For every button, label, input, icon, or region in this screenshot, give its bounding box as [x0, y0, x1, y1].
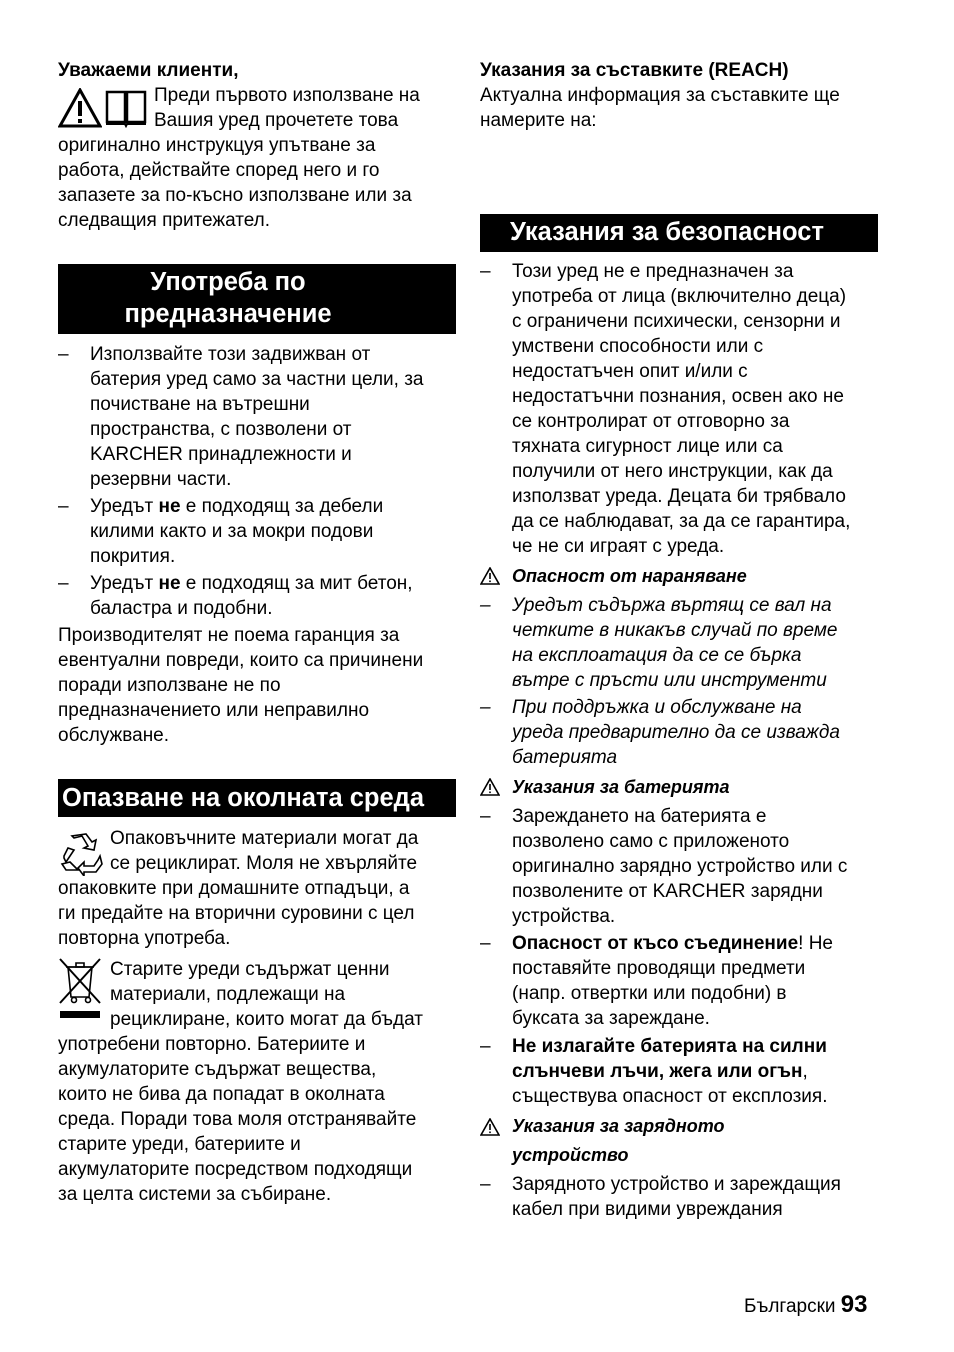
weee-line: за целта системи за събиране. [58, 1184, 332, 1205]
section-heading-text: Указания за безопасност [510, 218, 824, 246]
list-line: Използвайте този задвижван от [90, 344, 371, 365]
weee-line: Старите уреди съдържат ценни [110, 959, 390, 980]
warning-heading [480, 775, 878, 800]
list-line: покрития. [90, 546, 176, 567]
weee-line: акумулаторите съдържат вещества, [58, 1059, 377, 1080]
warning-heading [480, 564, 878, 589]
greeting-text: Уважаеми клиенти, [58, 60, 239, 81]
list-line: недостатъчни познания, освен ако не [512, 386, 844, 407]
list-line: съществува опасност от експлозия. [512, 1086, 828, 1107]
list-line: резервни части. [90, 469, 232, 490]
list-line: Опасност от късо съединение! Не [512, 933, 834, 954]
page-number: 93 [840, 1291, 868, 1318]
weee-line: употребени повторно. Батериите и [58, 1034, 366, 1055]
list-line: батерията [512, 747, 618, 768]
list-line: четките в никакъв случай по време [512, 620, 838, 641]
list-line: Уредът съдържа въртящ се вал на [512, 595, 832, 616]
warning-title: Опасност от нараняване [512, 566, 747, 586]
list-line: Зареждането на батерията е [512, 806, 767, 827]
list-line: Не излагайте батерията на силни [512, 1036, 827, 1057]
list-line: баластра и подобни. [90, 598, 273, 619]
para-line: поради използване не по [58, 675, 281, 696]
recycle-line: се рециклират. Моля не хвърляйте [110, 853, 418, 874]
weee-line: материали, подлежащи на [110, 984, 346, 1005]
intro-line-4: запазете за по-късно използване или за [58, 185, 412, 206]
reach-block [480, 58, 878, 133]
list-line: получили от него инструкции, как да [512, 461, 833, 482]
footer-language: Български [744, 1296, 836, 1317]
list-item: – Не излагайте батерията на силни слънчеви лъчи, жега или огън, съществува опасност от експлозия. [480, 1034, 878, 1109]
list-line: устройства. [512, 906, 616, 927]
para-line: обслужване. [58, 725, 170, 746]
weee-block [58, 957, 456, 1207]
greeting [58, 58, 456, 83]
section-heading-text: Опазване на околната среда [62, 784, 425, 812]
list-line: тяхната сигурност лице или са [512, 436, 783, 457]
list-item: – Използвайте този задвижван от батерия уред само за частни цели, за почистване на вътрешни пространства, с позволени от KARCHER принадлежности и резервни части. [58, 342, 456, 492]
section-heading-line: Употреба по [150, 268, 306, 296]
warning-icon [480, 778, 500, 796]
list-item: – Опасност от късо съединение! Не поставяйте проводящи предмети (напр. отвертки или подобни) в буксата за зареждане. [480, 931, 878, 1031]
reach-title: Указания за съставките (REACH) [480, 60, 789, 81]
crossed-bin-icon [58, 957, 102, 1019]
reach-line: Актуална информация за съставките ще [480, 85, 840, 106]
weee-line: акумулаторите посредством подходящи [58, 1159, 413, 1180]
warning-icon [58, 88, 102, 128]
list-line: поставяйте проводящи предмети [512, 958, 806, 979]
weee-line: старите уреди, батериите и [58, 1134, 301, 1155]
intended-use-list [58, 342, 456, 748]
recycle-line: повторна употреба. [58, 928, 231, 949]
section-heading-intended-use [58, 264, 456, 334]
list-line: слънчеви лъчи, жега или огън, [512, 1061, 808, 1082]
warning-icon [480, 1118, 500, 1136]
recycle-line: опаковките при домашните отпадъци, а [58, 878, 410, 899]
weee-line: среда. Поради това моля отстранявайте [58, 1109, 417, 1130]
safety-content [480, 259, 878, 1222]
list-line: почистване на вътрешни [90, 394, 310, 415]
intro-line-0: Преди първото използване на [154, 85, 420, 106]
list-line: килими както и за мокри подови [90, 521, 374, 542]
recycle-line: Опаковъчните материали могат да [110, 828, 419, 849]
list-line: Този уред не е предназначен за [512, 261, 794, 282]
weee-line: които не бива да попадат в околната [58, 1084, 385, 1105]
list-line: недостатъчен опит и/или с [512, 361, 748, 382]
para-line: Производителят не поема гаранция за [58, 625, 400, 646]
weee-line: рециклиране, които могат да бъдат [110, 1009, 423, 1030]
intro-block [58, 83, 456, 233]
list-line: оригинално зарядно устройство или с [512, 856, 848, 877]
list-line: При поддръжка и обслужване на [512, 697, 802, 718]
intro-icons [58, 88, 150, 132]
para-line: предназначението или неправилно [58, 700, 370, 721]
list-line: уреда предварително да се изважда [512, 722, 840, 743]
list-line: вътре с пръсти или инструменти [512, 670, 827, 691]
list-line: с ограничени психически, сензорни и [512, 311, 841, 332]
list-line: позволено само с приложеното [512, 831, 790, 852]
para-line: евентуални повреди, които са причинени [58, 650, 424, 671]
list-item: – Този уред не е предназначен за употреба от лица (включително деца) с ограничени психически, сензорни и умствени способности или с недостатъчен опит и/или с недостатъчни познания, освен ако не се контролират от отговорно за тяхната сигурност лице или са получили от него инструкции, как да използват уреда. Децата би трябвало да се наблюдават, за да се гарантира, че не си играят с уреда. [480, 259, 878, 559]
list-item: – Зарядното устройство и зареждащия кабел при видими увреждания [480, 1172, 878, 1222]
page-footer [744, 1292, 868, 1319]
recycle-icon [60, 832, 104, 876]
list-line: позволените от KARCHER зарядни [512, 881, 823, 902]
list-line: Уредът не е подходящ за дебели [90, 496, 384, 517]
list-line: Уредът не е подходящ за мит бетон, [90, 573, 413, 594]
section-heading-line: предназначение [124, 300, 332, 328]
list-line: буксата за зареждане. [512, 1008, 710, 1029]
list-line: да се наблюдават, за да се гарантира, [512, 511, 851, 532]
list-line: батерия уред само за частни цели, за [90, 369, 424, 390]
list-line: че не си играят с уреда. [512, 536, 725, 557]
warning-title: Указания за батерията [512, 777, 730, 797]
intro-line-5: следващия притежател. [58, 210, 271, 231]
recycle-line: ги предайте на вторични суровини с цел [58, 903, 415, 924]
recycle-block [58, 826, 456, 951]
list-line: кабел при видими увреждания [512, 1199, 783, 1220]
warning-heading [480, 1112, 878, 1170]
list-line: използват уреда. Децата би трябвало [512, 486, 846, 507]
reach-line: намерите на: [480, 110, 597, 131]
list-line: KARCHER принадлежности и [90, 444, 352, 465]
list-line: употреба от лица (включително деца) [512, 286, 847, 307]
warning-icon [480, 567, 500, 585]
list-item: – Зареждането на батерията е позволено само с приложеното оригинално зарядно устройство или с позволените от KARCHER зарядни устройства. [480, 804, 878, 929]
warranty-paragraph [58, 623, 456, 748]
section-heading-environment [58, 779, 456, 817]
intro-line-1: Вашия уред прочетете това [154, 110, 399, 131]
list-line: на експлоатация да се се бърка [512, 645, 802, 666]
intro-line-2: оригинално инструкцуя упътване за [58, 135, 376, 156]
list-line: (напр. отвертки или подобни) в [512, 983, 787, 1004]
list-item: – При поддръжка и обслужване на уреда предварително да се изважда батерията [480, 695, 878, 770]
list-item: – Уредът не е подходящ за дебели килими както и за мокри подови покрития. [58, 494, 456, 569]
warning-title: устройство [512, 1145, 629, 1165]
section-heading-safety [480, 214, 878, 252]
warning-title: Указания за зарядното [512, 1116, 725, 1136]
list-line: умствени способности или с [512, 336, 764, 357]
list-item: – Уредът не е подходящ за мит бетон, баластра и подобни. [58, 571, 456, 621]
manual-book-icon [104, 88, 148, 128]
list-line: пространства, с позволени от [90, 419, 352, 440]
list-line: Зарядното устройство и зареждащия [512, 1174, 841, 1195]
list-item: – Уредът съдържа въртящ се вал на четките в никакъв случай по време на експлоатация да се се бърка вътре с пръсти или инструменти [480, 593, 878, 693]
intro-line-3: работа, действайте според него и го [58, 160, 380, 181]
list-line: се контролират от отговорно за [512, 411, 790, 432]
